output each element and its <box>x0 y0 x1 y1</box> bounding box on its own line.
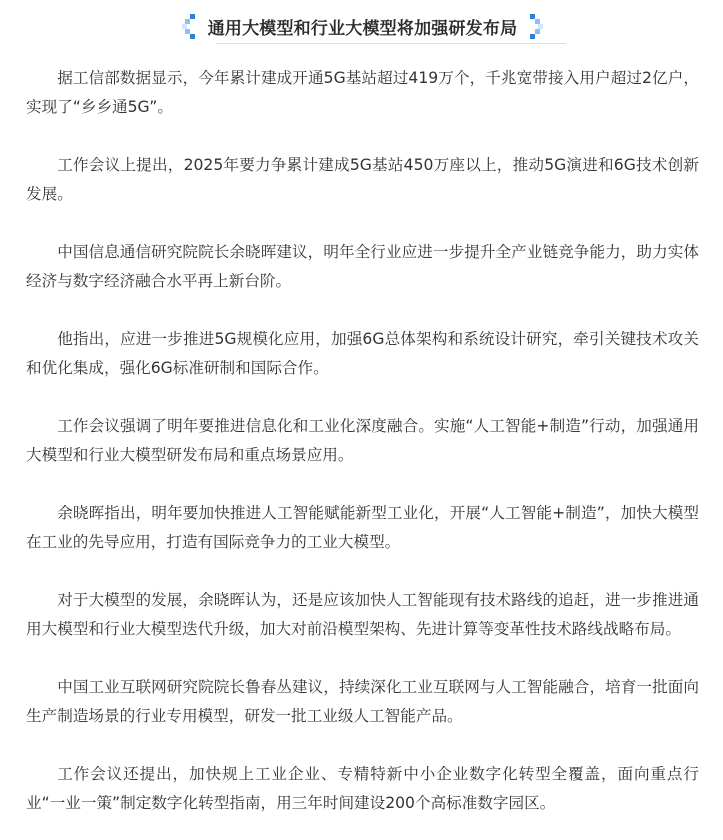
article-paragraph: 据工信部数据显示，今年累计建成开通5G基站超过419万个，千兆宽带接入用户超过2亿户，实现了“乡乡通5G”。 <box>26 69 699 116</box>
article-paragraph: 工作会议强调了明年要推进信息化和工业化深度融合。实施“人工智能+制造”行动，加强通用大模型和行业大模型研发布局和重点场景应用。 <box>26 417 699 464</box>
article-paragraph: 余晓晖指出，明年要加快推进人工智能赋能新型工业化，开展“人工智能+制造”，加快大模型在工业的先导应用，打造有国际竞争力的工业大模型。 <box>26 504 699 551</box>
article-paragraph: 工作会议还提出，加快规上工业企业、专精特新中小企业数字化转型全覆盖，面向重点行业“一业一策”制定数字化转型指南，用三年时间建设200个高标准数字园区。 <box>26 765 699 812</box>
section-heading-bar <box>26 0 699 52</box>
article-paragraph: 对于大模型的发展，余晓晖认为，还是应该加快人工智能现有技术路线的追赶，进一步推进通用大模型和行业大模型迭代升级，加大对前沿模型架构、先进计算等变革性技术路线战略布局。 <box>26 591 699 638</box>
article-paragraph: 中国信息通信研究院院长余晓晖建议，明年全行业应进一步提升全产业链竞争能力，助力实体经济与数字经济融合水平再上新台阶。 <box>26 243 699 290</box>
right-dot-decoration-icon <box>527 13 543 39</box>
section-title: 通用大模型和行业大模型将加强研发布局 <box>207 18 518 39</box>
section-heading <box>182 13 544 39</box>
left-dot-decoration-icon <box>182 13 198 39</box>
article-paragraph: 工作会议上提出，2025年要力争累计建成5G基站450万座以上，推动5G演进和6G技术创新发展。 <box>26 156 699 203</box>
article-paragraph: 中国工业互联网研究院院长鲁春丛建议，持续深化工业互联网与人工智能融合，培育一批面向生产制造场景的行业专用模型，研发一批工业级人工智能产品。 <box>26 678 699 725</box>
title-underline <box>216 43 566 44</box>
article-body <box>26 64 699 818</box>
article-paragraph: 他指出，应进一步推进5G规模化应用，加强6G总体架构和系统设计研究，牵引关键技术攻关和优化集成，强化6G标准研制和国际合作。 <box>26 330 699 377</box>
